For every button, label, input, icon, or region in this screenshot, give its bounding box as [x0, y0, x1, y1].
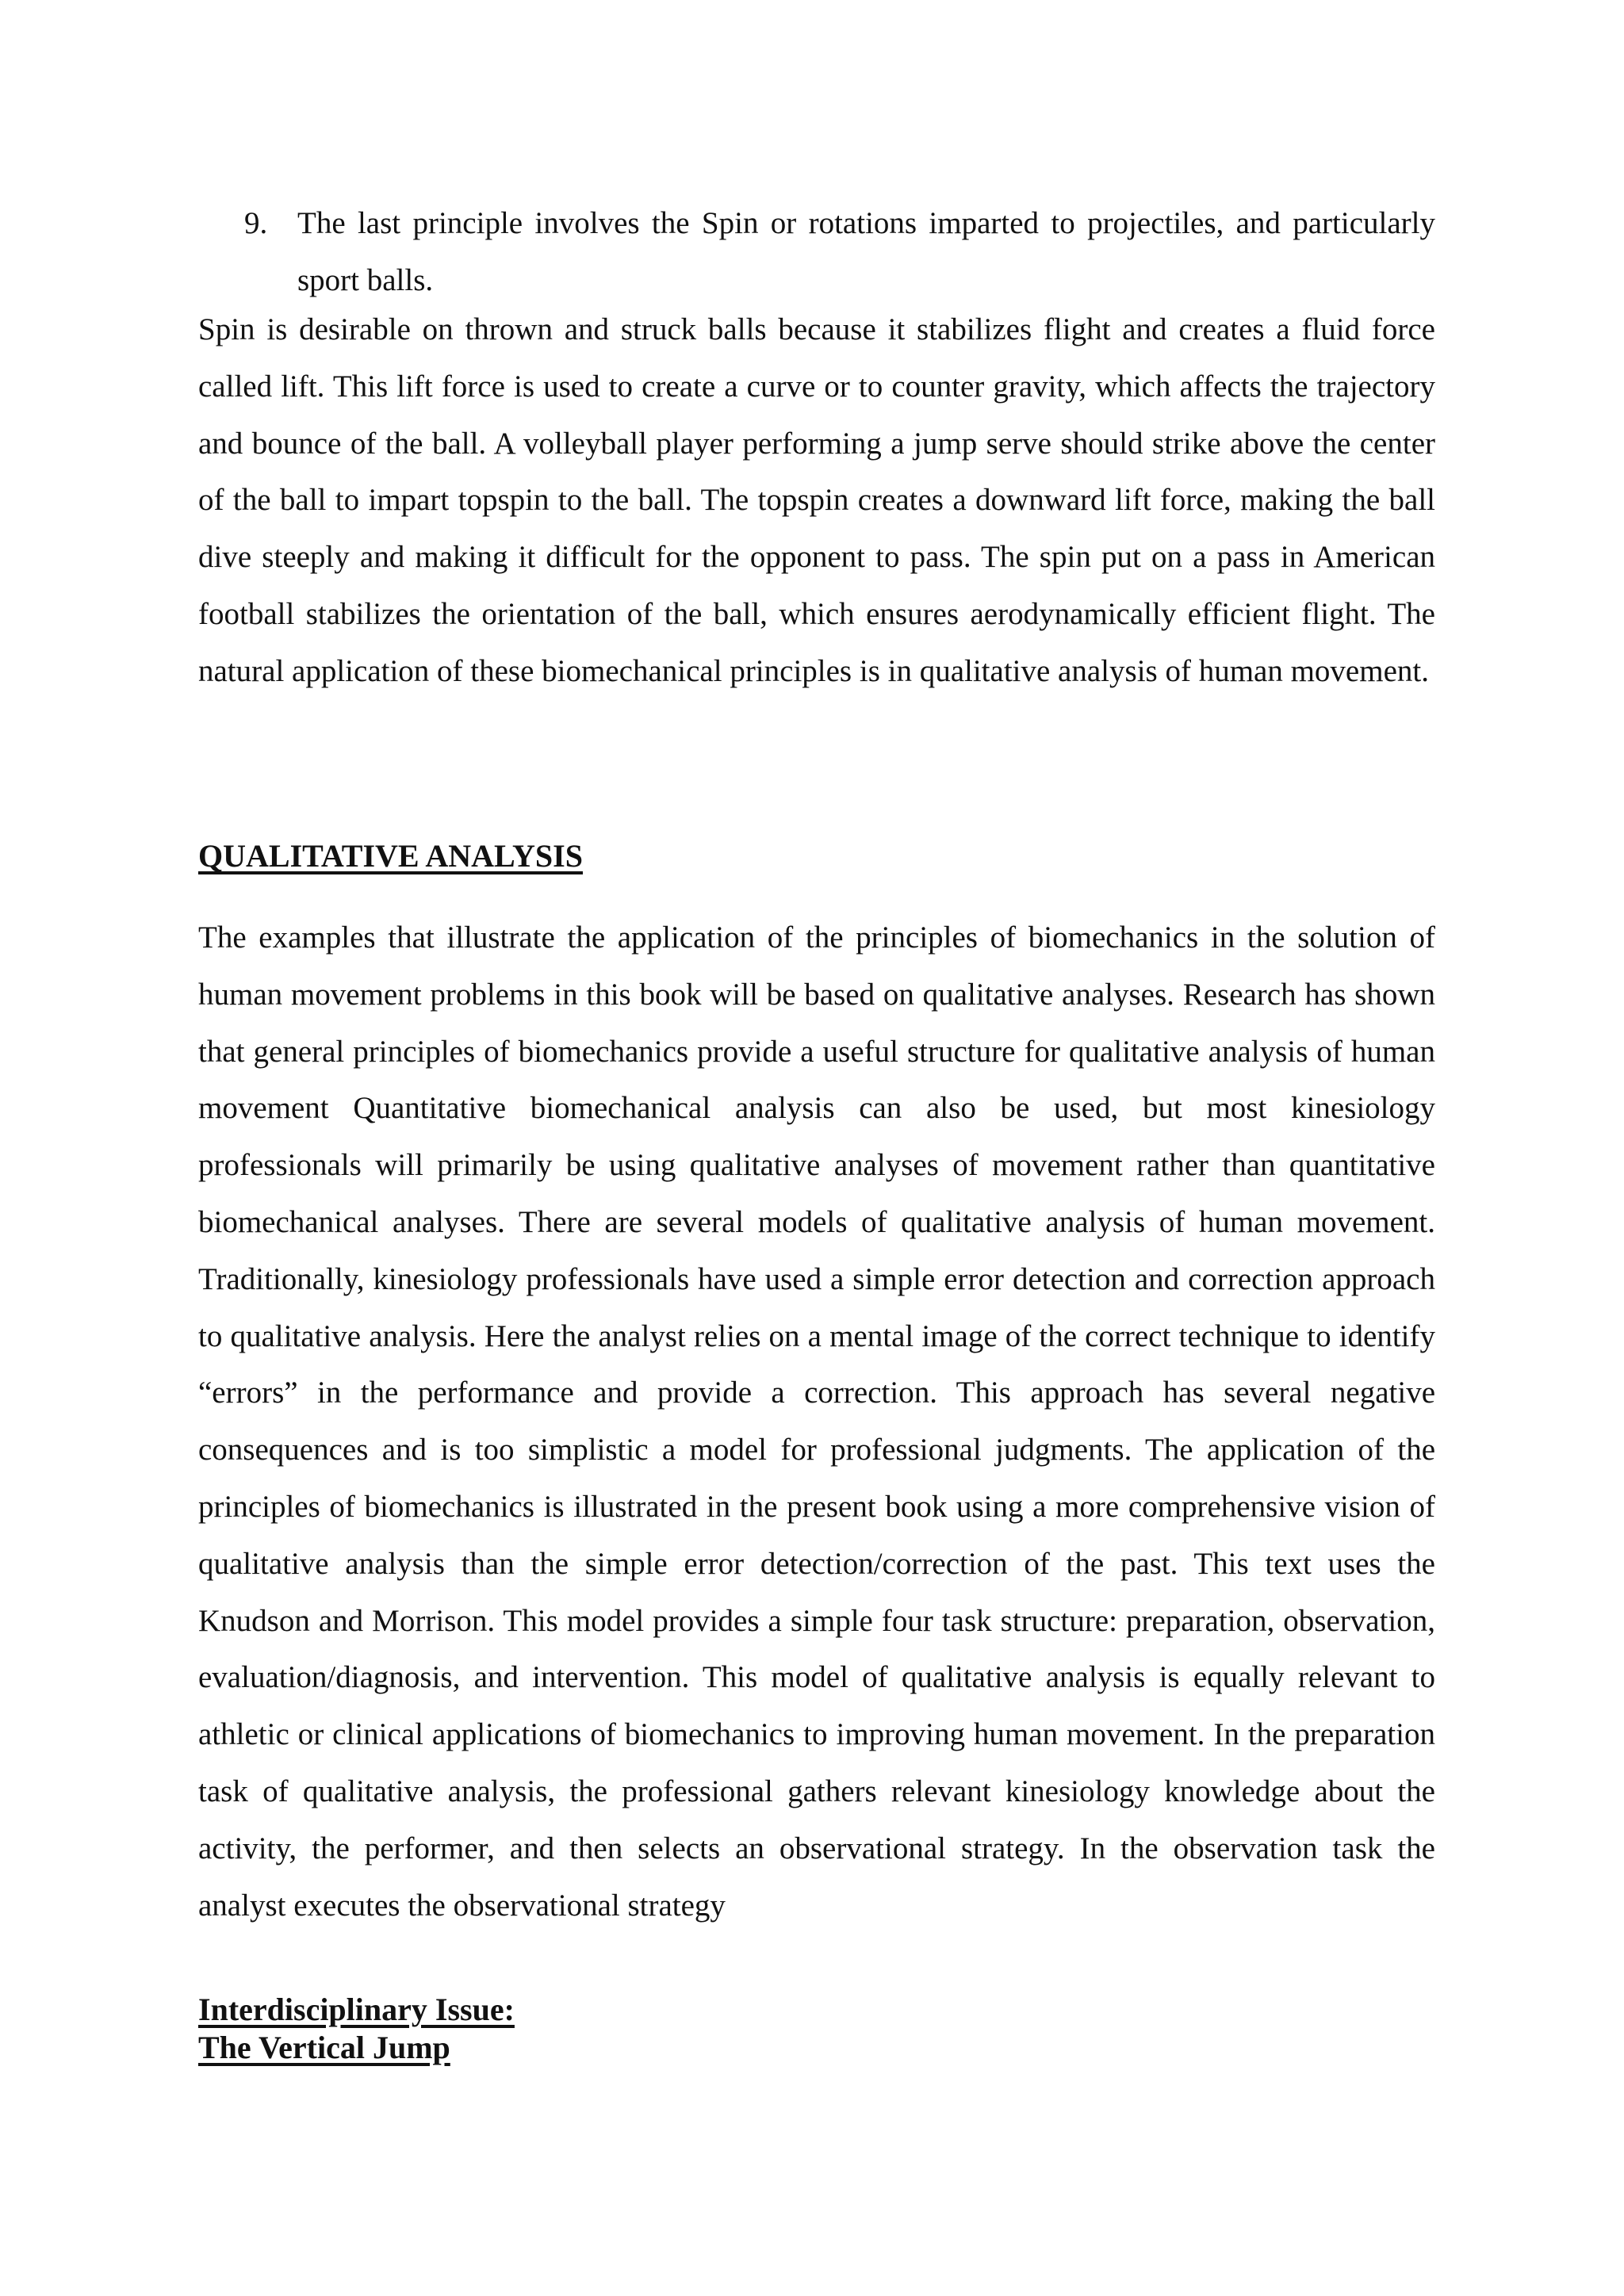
list-item-9 [198, 195, 1435, 309]
qualitative-analysis-paragraph: The examples that illustrate the application of the principles of biomechanics in the solution of human movement problems in this book will be based on qualitative analyses. Research has shown that general principles of biomechanics provide a useful structure for qualitative analysis of human movement Quantitative biomechanical analysis can also be used, but most kinesiology professionals will primarily be using qualitative analyses of movement rather than quantitative biomechanical analyses. There are several models of qualitative analysis of human movement. Traditionally, kinesiology professionals have used a simple error detection and correction approach to qualitative analysis. Here the analyst relies on a mental image of the correct technique to identify “errors” in the performance and provide a correction. This approach has several negative consequences and is too simplistic a model for professional judgments. The application of the principles of biomechanics is illustrated in the present book using a more comprehensive vision of qualitative analysis than the simple error detection/correction of the past. This text uses the Knudson and Morrison. This model provides a simple four task structure: preparation, observation, evaluation/diagnosis, and intervention. This model of qualitative analysis is equally relevant to athletic or clinical applications of biomechanics to improving human movement. In the preparation task of qualitative analysis, the professional gathers relevant kinesiology knowledge about the activity, the performer, and then selects an observational strategy. In the observation task the analyst executes the observational strategy [198, 920, 1435, 1923]
list-number: 9. [244, 206, 268, 240]
interdisciplinary-issue-heading: Interdisciplinary Issue: [198, 1992, 515, 2027]
spin-paragraph: Spin is desirable on thrown and struck balls because it stabilizes flight and creates a fluid force called lift. This lift force is used to create a curve or to counter gravity, which affects the trajectory and bounce of the ball. A volleyball player performing a jump serve should strike above the center of the ball to impart topspin to the ball. The topspin creates a downward lift force, making the ball dive steeply and making it difficult for the opponent to pass. The spin put on a pass in American football stabilizes the orientation of the ball, which ensures aerodynamically efficient flight. The natural application of these biomechanical principles is in qualitative analysis of human movement. [198, 312, 1435, 688]
vertical-jump-heading: The Vertical Jump [198, 2030, 450, 2065]
qualitative-analysis-heading: QUALITATIVE ANALYSIS [198, 838, 583, 874]
list-item-text: The last principle involves the Spin or rotations imparted to projectiles, and particularly sport balls. [297, 206, 1435, 297]
